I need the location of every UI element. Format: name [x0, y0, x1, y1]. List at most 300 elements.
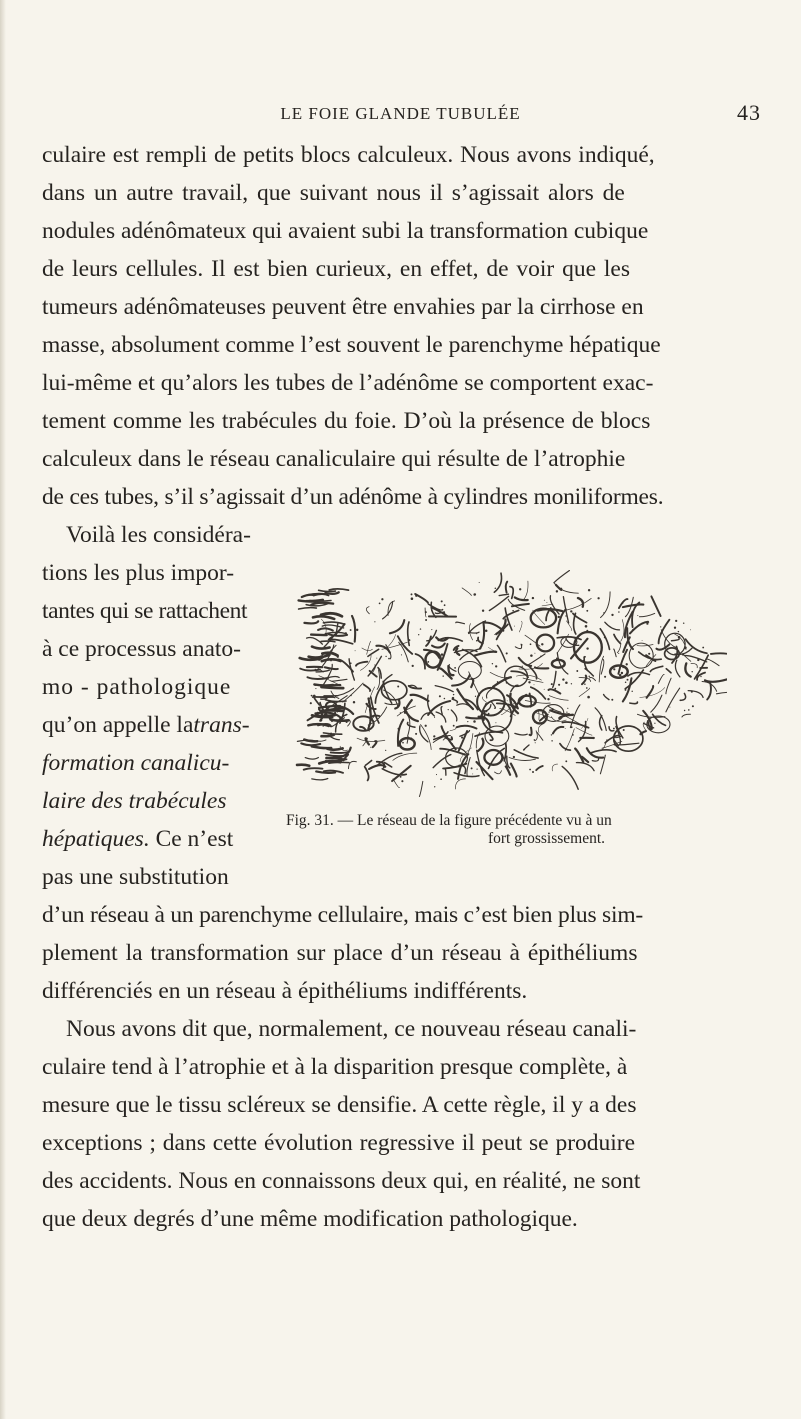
text-line: exceptions ; dans cette évolution regressive il peut se produire [42, 1130, 636, 1156]
engraving-dot [618, 611, 620, 613]
engraving-dot [691, 691, 693, 693]
text-line: Nous avons dit que, normalement, ce nouveau réseau canali- [66, 1016, 637, 1042]
engraving-stroke [327, 748, 342, 749]
engraving-dot [547, 698, 549, 700]
engraving-dot [529, 769, 531, 771]
engraving-stroke [440, 749, 465, 755]
engraving-stroke [297, 765, 309, 766]
engraving-dot [571, 726, 573, 728]
text-line: tement comme les trabécules du foie. D’où la présence de blocs [42, 408, 651, 434]
engraving-dot [697, 659, 699, 661]
engraving-dot [604, 637, 606, 639]
engraving-dot [674, 627, 676, 629]
engraving-stroke [601, 592, 611, 618]
engraving-dot [585, 625, 588, 628]
engraving-stroke [639, 613, 654, 616]
engraving-stroke [691, 664, 697, 668]
engraving-dot [379, 603, 381, 605]
engraving-stroke [331, 752, 349, 753]
engraving-stroke [299, 600, 316, 601]
engraving-stroke [478, 638, 483, 644]
text-line: tumeurs adénômateuses peuvent être envahies par la cirrhose en [42, 294, 644, 320]
engraving-stroke [600, 716, 602, 730]
engraving-dot [570, 610, 572, 612]
engraving-dot [684, 646, 687, 649]
engraving-dot [534, 653, 535, 654]
engraving-dot [420, 628, 421, 629]
engraving-dot [534, 684, 535, 685]
engraving-dot [572, 734, 574, 736]
engraving-dot [473, 720, 476, 723]
engraving-stroke [405, 700, 412, 713]
engraving-dot [604, 676, 606, 678]
engraving-stroke [672, 639, 680, 641]
engraving-cell [574, 632, 602, 663]
engraving-dot [350, 695, 352, 697]
engraving-stroke [322, 687, 344, 688]
engraving-dot [551, 708, 553, 710]
engraving-dot [648, 653, 650, 655]
engraving-dot [345, 632, 347, 634]
engraving-cell [614, 726, 643, 751]
engraving-stroke [542, 604, 553, 606]
engraving-dot [544, 689, 545, 690]
page-number: 43 [737, 100, 761, 125]
engraving-dot [530, 654, 533, 657]
engraving-dot [690, 629, 691, 630]
engraving-dot [494, 634, 495, 635]
engraving-dot [660, 626, 661, 627]
engraving-stroke [304, 768, 323, 770]
engraving-stroke [457, 726, 477, 729]
engraving-stroke [511, 764, 517, 777]
engraving-dot [310, 702, 312, 704]
engraving-dot [586, 647, 588, 649]
engraving-dot [588, 589, 590, 591]
engraving-dot [519, 588, 521, 590]
engraving-dot [495, 587, 497, 589]
engraving-dot [397, 686, 399, 688]
engraving-dot [532, 597, 534, 599]
engraving-dot [584, 656, 586, 658]
engraving-dot [678, 631, 679, 632]
engraving-stroke [329, 589, 348, 590]
engraving-stroke [456, 622, 465, 624]
engraving-stroke [554, 571, 570, 583]
engraving-dot [346, 721, 348, 723]
engraving-stroke [623, 678, 632, 701]
engraving-stroke [623, 604, 643, 607]
engraving-dot [551, 734, 552, 735]
engraving-dot [400, 712, 401, 713]
engraving-dot [684, 710, 685, 711]
engraving-cell [485, 726, 509, 746]
engraving-dot [622, 602, 623, 603]
engraving-stroke [451, 710, 457, 721]
engraving-dot [586, 610, 588, 612]
engraving-dot [436, 774, 437, 775]
engraving-dot [442, 675, 443, 676]
engraving-dot [441, 600, 443, 602]
engraving-stroke [576, 763, 594, 771]
engraving-dot [388, 658, 390, 660]
engraving-stroke [651, 596, 660, 616]
engraving-stroke [435, 686, 453, 692]
engraving-dot [411, 593, 413, 595]
engraving-stroke [604, 695, 609, 700]
text-line: pas une substitution [42, 864, 229, 890]
engraving-stroke [680, 693, 685, 700]
engraving-dot [415, 595, 417, 597]
engraving-stroke [499, 594, 508, 595]
engraving-stroke [433, 755, 451, 768]
engraving-dot [476, 768, 477, 769]
engraving-dot [530, 643, 532, 645]
engraving-dot [452, 743, 453, 744]
engraving-stroke [319, 740, 326, 741]
engraving-dot [402, 742, 404, 744]
engraving-stroke [515, 733, 527, 735]
engraving-dot [314, 684, 316, 686]
engraving-dot [548, 711, 549, 712]
engraving-dot [350, 629, 352, 631]
engraving-stroke [383, 602, 393, 619]
engraving-dot [626, 663, 628, 665]
engraving-dot [692, 705, 694, 707]
engraving-dot [439, 695, 441, 697]
engraving-stroke [553, 727, 564, 734]
engraving-stroke [357, 738, 385, 741]
engraving-dot [315, 669, 316, 670]
engraving-dot [443, 612, 446, 615]
engraving-dot [700, 676, 701, 677]
engraving-dot [544, 600, 545, 601]
engraving-dot [492, 663, 493, 664]
engraving-dot [506, 682, 508, 684]
engraving-stroke [373, 741, 377, 747]
engraving-dot [453, 725, 455, 727]
text-fragment: Ce n’est [149, 826, 234, 852]
engraving-dot [627, 679, 629, 681]
engraving-stroke [323, 622, 344, 624]
text-line: tions les plus impor- [42, 560, 235, 586]
engraving-stroke [302, 595, 315, 597]
engraving-dot [551, 683, 553, 685]
engraving-dot [583, 660, 585, 662]
engraving-dot [485, 710, 487, 712]
engraving-stroke [618, 650, 627, 674]
engraving-dot [476, 640, 478, 642]
engraving-stroke [582, 676, 586, 685]
engraving-stroke [329, 634, 347, 636]
engraving-dot [482, 770, 483, 771]
engraving-dot [642, 640, 643, 641]
text-line: de ces tubes, s’il s’agissait d’un adénôme à cylindres moniliformes. [42, 484, 664, 510]
text-line: culaire tend à l’atrophie et à la disparition presque complète, à [42, 1054, 628, 1080]
engraving-dot [691, 671, 692, 672]
engraving-stroke [658, 674, 664, 683]
engraving-stroke [366, 607, 369, 614]
engraving-dot [461, 737, 463, 739]
engraving-dot [381, 598, 383, 600]
engraving-cell [552, 660, 565, 668]
engraving-dot [471, 767, 473, 769]
engraving-dot [330, 659, 332, 661]
engraving-dot [444, 698, 446, 700]
engraving-dot [467, 721, 468, 722]
engraving-stroke [504, 743, 506, 761]
engraving-stroke [510, 587, 513, 599]
engraving-dot [618, 653, 619, 654]
text-line: plement la transformation sur place d’un réseau à épithéliums [42, 940, 638, 966]
engraving-stroke [637, 645, 653, 646]
engraving-stroke [352, 616, 355, 642]
engraving-stroke [550, 710, 569, 714]
engraving-dot [518, 752, 519, 753]
engraving-stroke [537, 733, 543, 741]
engraving-stroke [467, 734, 473, 755]
engraving-stroke [511, 671, 528, 677]
engraving-dot [376, 658, 377, 659]
text-line: lui-même et qu’alors les tubes de l’adénôme se comportent exac- [42, 370, 654, 396]
engraving-dot [562, 678, 564, 680]
engraving-dot [521, 644, 523, 646]
engraving-stroke [711, 653, 727, 656]
engraving-dot [337, 705, 338, 706]
engraving-stroke [614, 635, 620, 644]
engraving-dot [535, 742, 536, 743]
engraving-stroke [707, 682, 711, 699]
engraving-stroke [556, 585, 561, 590]
engraving-dot [678, 636, 681, 639]
engraving-dot [554, 688, 556, 690]
engraving-stroke [621, 620, 624, 642]
engraving-stroke [321, 641, 335, 642]
engraving-stroke [450, 728, 456, 731]
engraving-dot [425, 725, 427, 727]
engraving-stroke [305, 758, 318, 760]
engraving-stroke [515, 597, 528, 600]
engraving-stroke [307, 638, 323, 645]
text-line [42, 748, 229, 778]
engraving-stroke [301, 743, 320, 745]
engraving-dot [586, 630, 588, 632]
engraving-stroke [524, 745, 529, 750]
text-line: masse, absolument comme l’est souvent le parenchyme hépatique [42, 332, 661, 358]
engraving-dot [454, 667, 456, 669]
engraving-dot [683, 622, 684, 623]
engraving-dot [312, 697, 313, 698]
histology-figure-engraving [287, 570, 727, 810]
engraving-dot [453, 694, 454, 695]
engraving-dot [350, 662, 352, 664]
engraving-dot [315, 688, 316, 689]
engraving-dot [571, 683, 572, 684]
engraving-dot [406, 711, 407, 712]
engraving-dot [542, 712, 544, 714]
engraving-dot [621, 672, 623, 674]
text-line: calculeux dans le réseau canaliculaire qui résulte de l’atrophie [42, 446, 626, 472]
engraving-dot [311, 695, 313, 697]
text-line: différenciés en un réseau à épithéliums indifférents. [42, 978, 528, 1004]
engraving-dot [619, 674, 622, 677]
engraving-stroke [706, 659, 719, 666]
engraving-stroke [312, 647, 330, 649]
engraving-stroke [566, 598, 591, 610]
engraving-dot [565, 615, 566, 616]
engraving-stroke [365, 767, 369, 781]
engraving-stroke [377, 753, 402, 765]
engraving-dot [647, 621, 649, 623]
text-line: Voilà les considéra- [66, 522, 251, 548]
text-line: des accidents. Nous en connaissons deux qui, en réalité, ne sont [42, 1168, 641, 1194]
engraving-stroke [535, 731, 537, 741]
text-line [42, 710, 250, 740]
engraving-dot [540, 656, 542, 658]
engraving-dot [415, 733, 417, 735]
engraving-dot [507, 700, 508, 701]
engraving-dot [434, 786, 435, 787]
engraving-dot [431, 629, 432, 630]
engraving-dot [513, 756, 515, 758]
engraving-dot [397, 728, 399, 730]
engraving-stroke [666, 669, 671, 673]
engraving-stroke [650, 666, 662, 671]
engraving-dot [400, 776, 402, 778]
engraving-stroke [313, 616, 334, 619]
engraving-stroke [390, 620, 404, 633]
engraving-stroke [515, 644, 521, 648]
text-line: de leurs cellules. Il est bien curieux, en effet, de voir que les [42, 256, 631, 282]
engraving-dot [497, 681, 499, 683]
engraving-dot [625, 681, 627, 683]
text-line [42, 786, 226, 816]
engraving-dot [632, 629, 634, 631]
engraving-stroke [495, 771, 502, 774]
engraving-stroke [514, 750, 538, 758]
engraving-stroke [436, 712, 446, 722]
engraving-dot [431, 610, 432, 611]
engraving-dot [412, 665, 414, 667]
engraving-stroke [630, 702, 638, 704]
engraving-dot [702, 647, 704, 649]
engraving-dot [433, 735, 435, 737]
figure-caption-line-2: fort grossissement. [487, 830, 606, 847]
engraving-stroke [617, 644, 621, 653]
engraving-stroke [445, 769, 446, 776]
text-line: nodules adénômateux qui avaient subi la transformation cubique [42, 218, 649, 244]
italic-term: trans- [193, 712, 250, 738]
engraving-stroke [304, 621, 318, 623]
engraving-dot [353, 701, 355, 703]
engraving-dot [408, 639, 410, 641]
running-head [40, 100, 761, 128]
engraving-stroke [651, 695, 662, 712]
engraving-dot [586, 687, 588, 689]
engraving-dot [473, 593, 476, 596]
engraving-stroke [560, 744, 571, 751]
engraving-dot [355, 650, 356, 651]
engraving-cell [537, 635, 554, 652]
engraving-dot [584, 683, 585, 684]
engraving-cell [482, 700, 512, 732]
engraving-dot [514, 626, 515, 627]
engraving-dot [506, 652, 508, 654]
engraving-stroke [614, 743, 639, 745]
engraving-stroke [362, 648, 373, 651]
text-line: mesure que le tissu scléreux se densifie. A cette règle, il y a des [42, 1092, 637, 1118]
engraving-dot [374, 621, 375, 622]
engraving-dot [434, 717, 435, 718]
engraving-dot [330, 732, 332, 734]
engraving-stroke [457, 689, 473, 709]
engraving-stroke [421, 713, 433, 720]
engraving-dot [356, 629, 358, 631]
engraving-stroke [530, 728, 532, 736]
engraving-stroke [685, 663, 690, 676]
engraving-dot [427, 661, 429, 663]
engraving-dot [551, 740, 552, 741]
engraving-dot [482, 610, 484, 612]
engraving-stroke [525, 701, 550, 704]
engraving-stroke [614, 649, 617, 657]
engraving-dot [330, 680, 331, 681]
engraving-cell [484, 750, 502, 765]
engraving-dot [597, 597, 599, 599]
engraving-cell [531, 609, 556, 628]
engraving-stroke [416, 654, 426, 669]
engraving-dot [512, 610, 514, 612]
engraving-dot [495, 722, 496, 723]
engraving-stroke [688, 691, 703, 698]
engraving-stroke [490, 734, 493, 740]
engraving-dot [370, 747, 371, 748]
engraving-dot [323, 726, 324, 727]
engraving-cell [426, 652, 441, 668]
engraving-dot [623, 729, 625, 731]
engraving-stroke [535, 667, 548, 668]
figure-caption [286, 812, 761, 848]
engraving-stroke [356, 662, 367, 666]
engraving-stroke [562, 766, 578, 789]
engraving-stroke [367, 641, 371, 654]
engraving-stroke [300, 669, 320, 671]
engraving-stroke [575, 749, 583, 762]
italic-term: hépatiques. [42, 826, 150, 852]
italic-term: formation canalicu- [42, 750, 230, 776]
engraving-dot [565, 760, 567, 762]
engraving-stroke [311, 603, 333, 605]
engraving-dot [631, 691, 632, 692]
engraving-dot [411, 737, 412, 738]
engraving-stroke [319, 590, 336, 591]
engraving-dot [556, 658, 558, 660]
engraving-dot [611, 614, 613, 616]
engraving-stroke [484, 711, 485, 720]
text-line: mo - pathologique [42, 674, 232, 700]
engraving-stroke [432, 644, 445, 648]
engraving-dot [558, 616, 560, 618]
engraving-stroke [509, 758, 535, 761]
engraving-stroke [705, 679, 727, 681]
engraving-dot [522, 666, 523, 667]
engraving-dot [536, 721, 537, 722]
engraving-dot [566, 711, 567, 712]
engraving-dot [556, 590, 558, 592]
text-line: que deux degrés d’une même modification pathologique. [42, 1206, 578, 1232]
text-fragment: qu’on appelle la [42, 712, 194, 738]
engraving-stroke [474, 652, 496, 656]
